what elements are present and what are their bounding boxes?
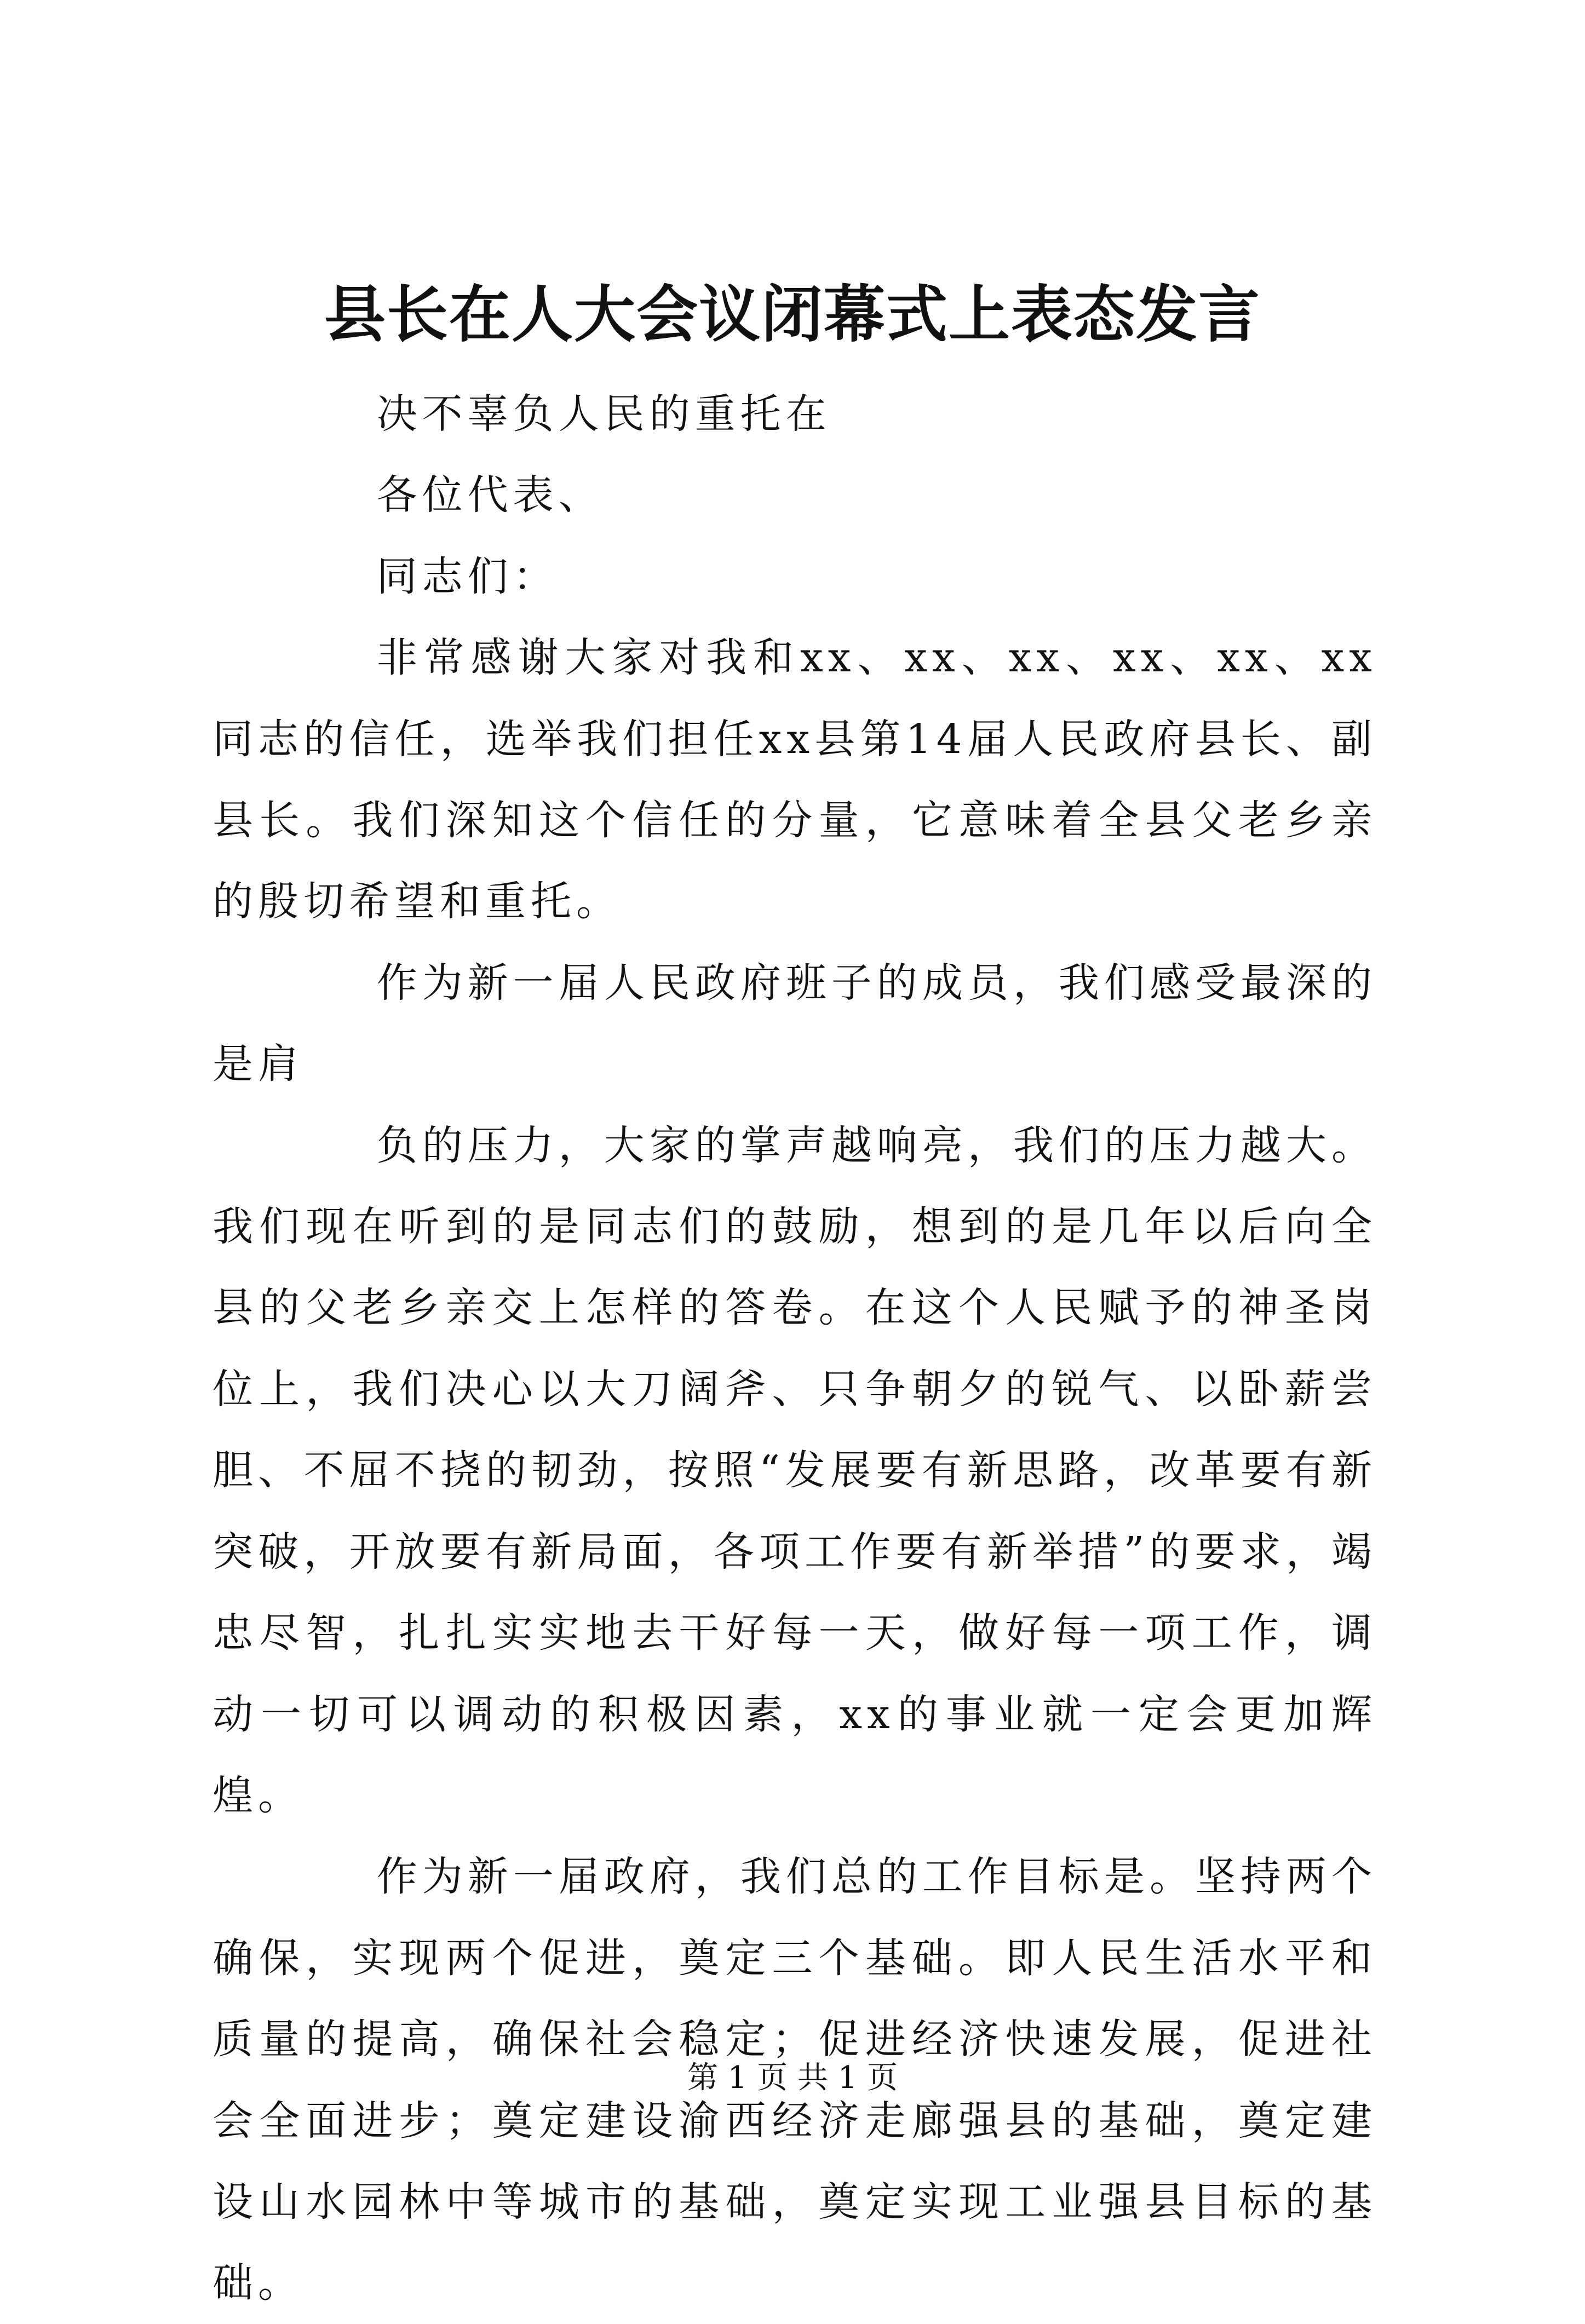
salutation-paragraph: 同志们： [376, 553, 559, 600]
body-paragraph: 作为新一届人民政府班子的成员，我们感受最深的是肩 [213, 959, 1377, 1088]
document-title: 县长在人大会议闭幕式上表态发言 [324, 279, 1261, 350]
subtitle-paragraph: 决不辜负人民的重托在 [376, 390, 831, 438]
body-paragraph: 负的压力，大家的掌声越响亮，我们的压力越大。我们现在听到的是同志们的鼓励，想到的是几年以后向全县的父老乡亲交上怎样的答卷。在这个人民赋予的神圣岗位上，我们决心以大刀阔斧、只争朝夕的锐气、以卧薪尝胆、不屈不挠的韧劲，按照“发展要有新思路，改革要有新突破，开放要有新局面，各项工作要有新举措”的要求，竭忠尽智，扎扎实实地去干好每一天，做好每一项工作，调动一切可以调动的积极因素，xx的事业就一定会更加辉煌。 [213, 1121, 1377, 1819]
salutation-paragraph: 各位代表、 [376, 471, 604, 519]
body-paragraph: 非常感谢大家对我和xx、xx、xx、xx、xx、xx同志的信任，选举我们担任xx县第14届人民政府县长、副县长。我们深知这个信任的分量，它意味着全县父老乡亲的殷切希望和重托。 [213, 634, 1377, 925]
page-footer: 第 1 页 共 1 页 [687, 2060, 898, 2096]
body-paragraph: 作为新一届政府，我们总的工作目标是。坚持两个确保，实现两个促进，奠定三个基础。即人民生活水平和质量的提高，确保社会稳定；促进经济快速发展，促进社会全面进步；奠定建设渝西经济走廊强县的基础，奠定建设山水园林中等城市的基础，奠定实现工业强县目标的基础。 [213, 1853, 1377, 2307]
document-body [213, 373, 1377, 2324]
